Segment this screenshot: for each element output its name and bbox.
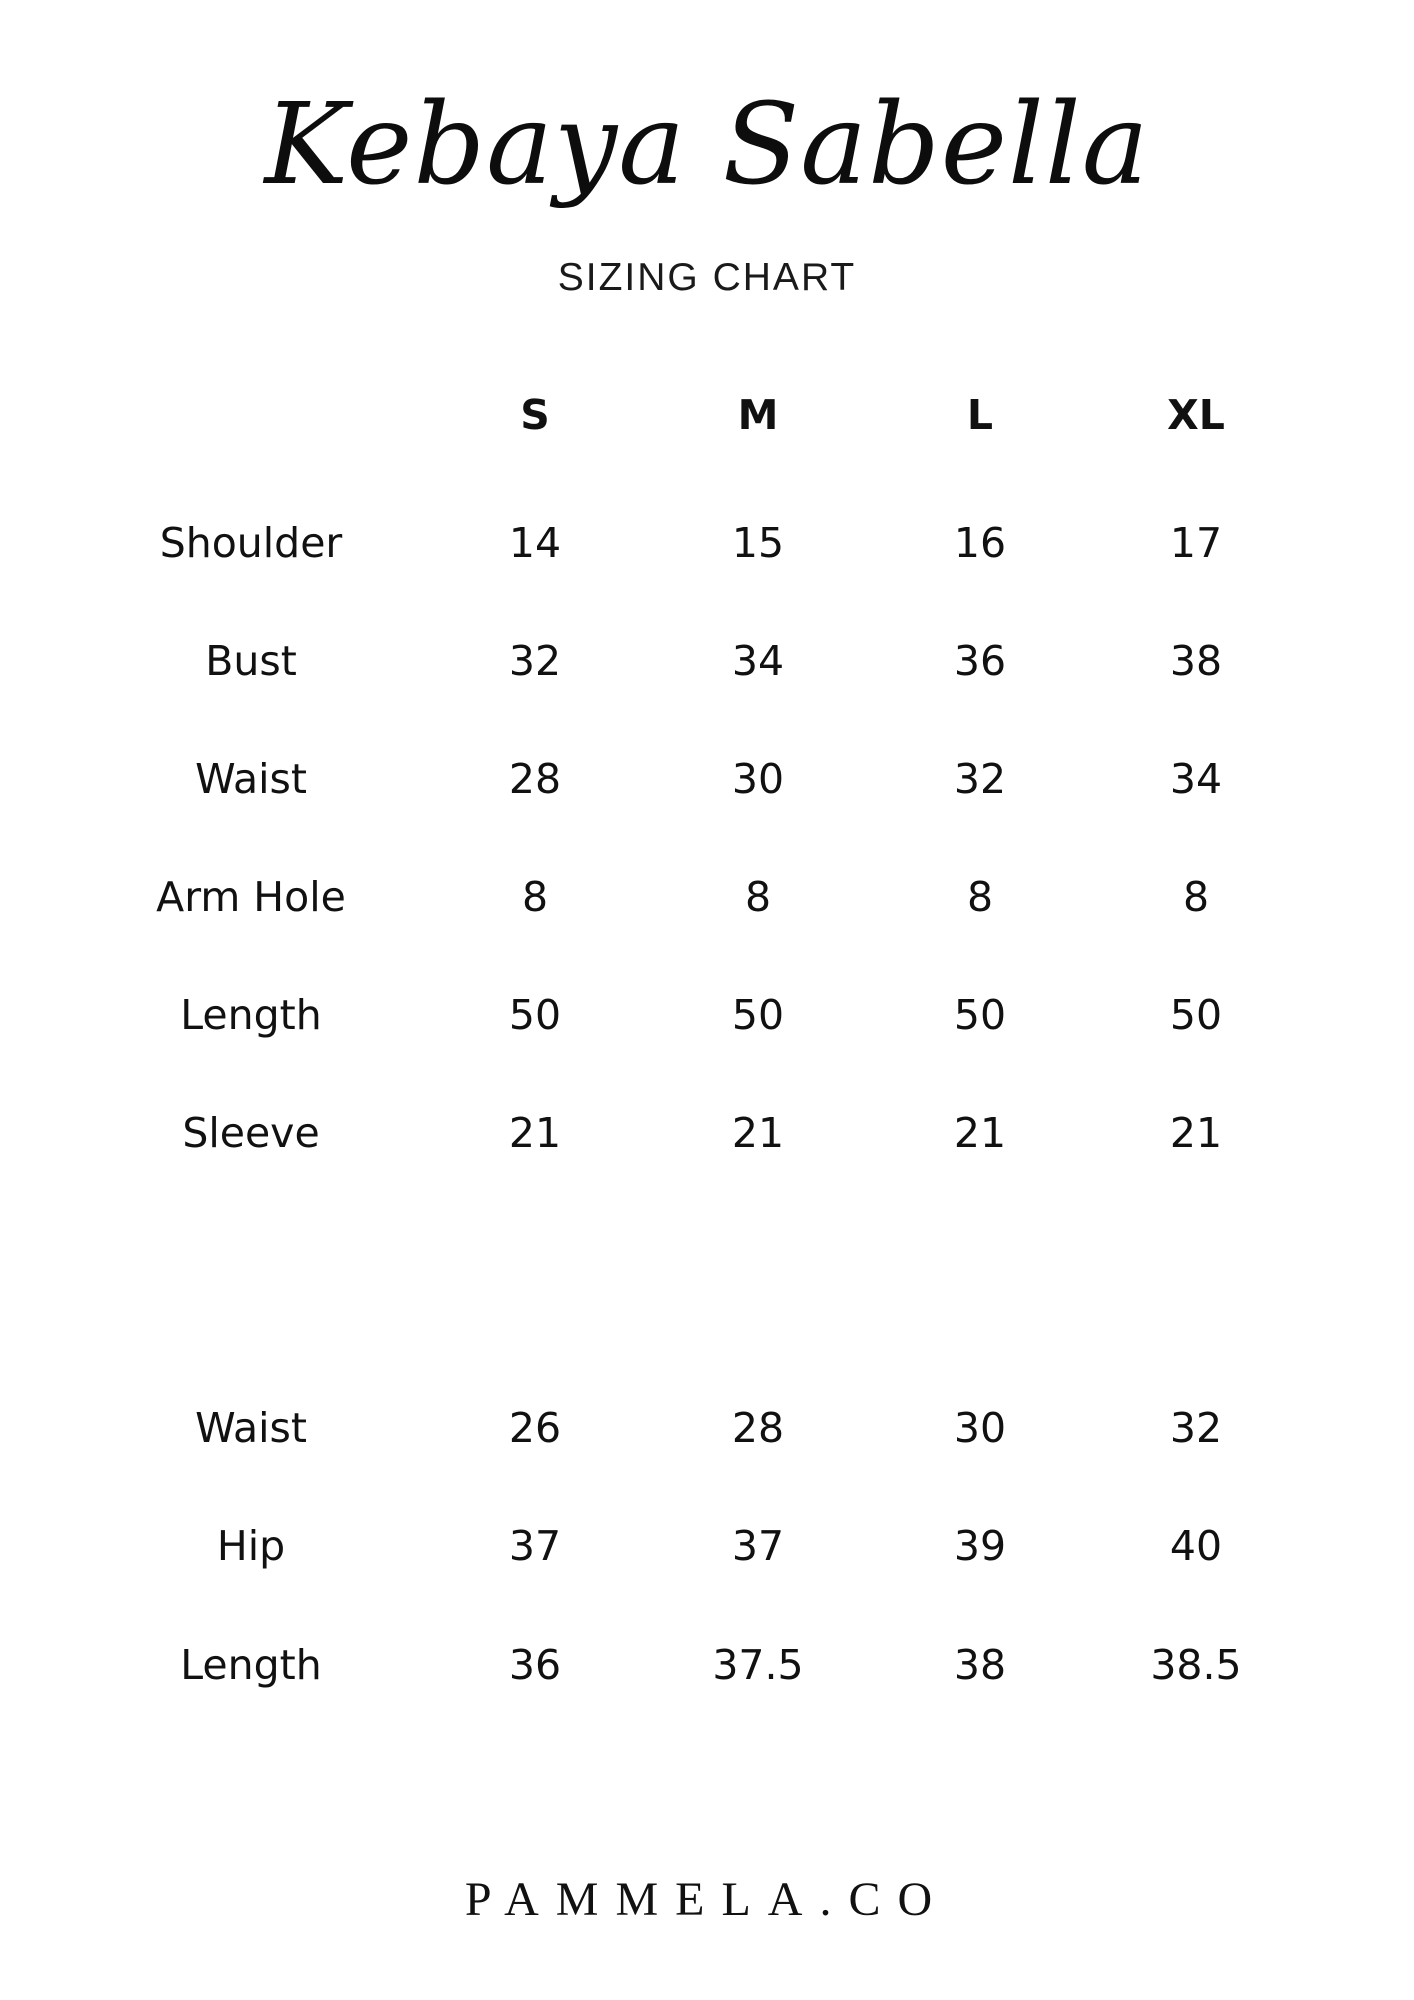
measurement-label: Bust [205, 637, 297, 685]
measurement-value: 28 [508, 755, 562, 803]
measurement-value: 21 [953, 1109, 1007, 1157]
measurement-value: 38 [953, 1641, 1007, 1689]
measurement-value: 32 [1169, 1404, 1223, 1452]
measurement-value: 38 [1169, 637, 1223, 685]
measurement-value: 30 [953, 1404, 1007, 1452]
size-header-l: L [966, 391, 994, 439]
measurement-value: 37 [508, 1522, 562, 1570]
size-header-s: S [520, 391, 550, 439]
measurement-value: 39 [953, 1522, 1007, 1570]
measurement-value: 37 [731, 1522, 785, 1570]
measurement-value: 50 [953, 991, 1007, 1039]
measurement-value: 34 [1169, 755, 1223, 803]
measurement-value: 21 [508, 1109, 562, 1157]
brand-footer: PAMMELA.CO [464, 1873, 950, 1926]
measurement-value: 15 [731, 519, 785, 567]
measurement-label: Arm Hole [156, 873, 346, 921]
measurement-value: 21 [1169, 1109, 1223, 1157]
measurement-value: 37.5 [712, 1641, 804, 1689]
measurement-label: Shoulder [159, 519, 343, 567]
measurement-value: 38.5 [1150, 1641, 1242, 1689]
measurement-label: Hip [216, 1522, 286, 1570]
measurement-value: 26 [508, 1404, 562, 1452]
measurement-label: Length [180, 991, 322, 1039]
measurement-label: Waist [195, 755, 307, 803]
measurement-value: 36 [508, 1641, 562, 1689]
measurement-value: 8 [966, 873, 994, 921]
measurement-value: 34 [731, 637, 785, 685]
measurement-value: 36 [953, 637, 1007, 685]
measurement-value: 8 [1182, 873, 1210, 921]
measurement-value: 21 [731, 1109, 785, 1157]
measurement-value: 32 [953, 755, 1007, 803]
page-title: Kebaya Sabella [264, 80, 1150, 210]
measurement-label: Sleeve [182, 1109, 320, 1157]
measurement-value: 28 [731, 1404, 785, 1452]
measurement-value: 17 [1169, 519, 1223, 567]
measurement-value: 32 [508, 637, 562, 685]
measurement-value: 8 [521, 873, 549, 921]
measurement-value: 8 [744, 873, 772, 921]
measurement-value: 50 [1169, 991, 1223, 1039]
size-header-m: M [737, 391, 779, 439]
measurement-label: Length [180, 1641, 322, 1689]
measurement-value: 50 [731, 991, 785, 1039]
measurement-value: 50 [508, 991, 562, 1039]
page-subtitle: SIZING CHART [557, 256, 857, 299]
measurement-value: 40 [1169, 1522, 1223, 1570]
measurement-label: Waist [195, 1404, 307, 1452]
size-header-xl: XL [1167, 391, 1225, 439]
measurement-value: 14 [508, 519, 562, 567]
measurement-value: 30 [731, 755, 785, 803]
measurement-value: 16 [953, 519, 1007, 567]
